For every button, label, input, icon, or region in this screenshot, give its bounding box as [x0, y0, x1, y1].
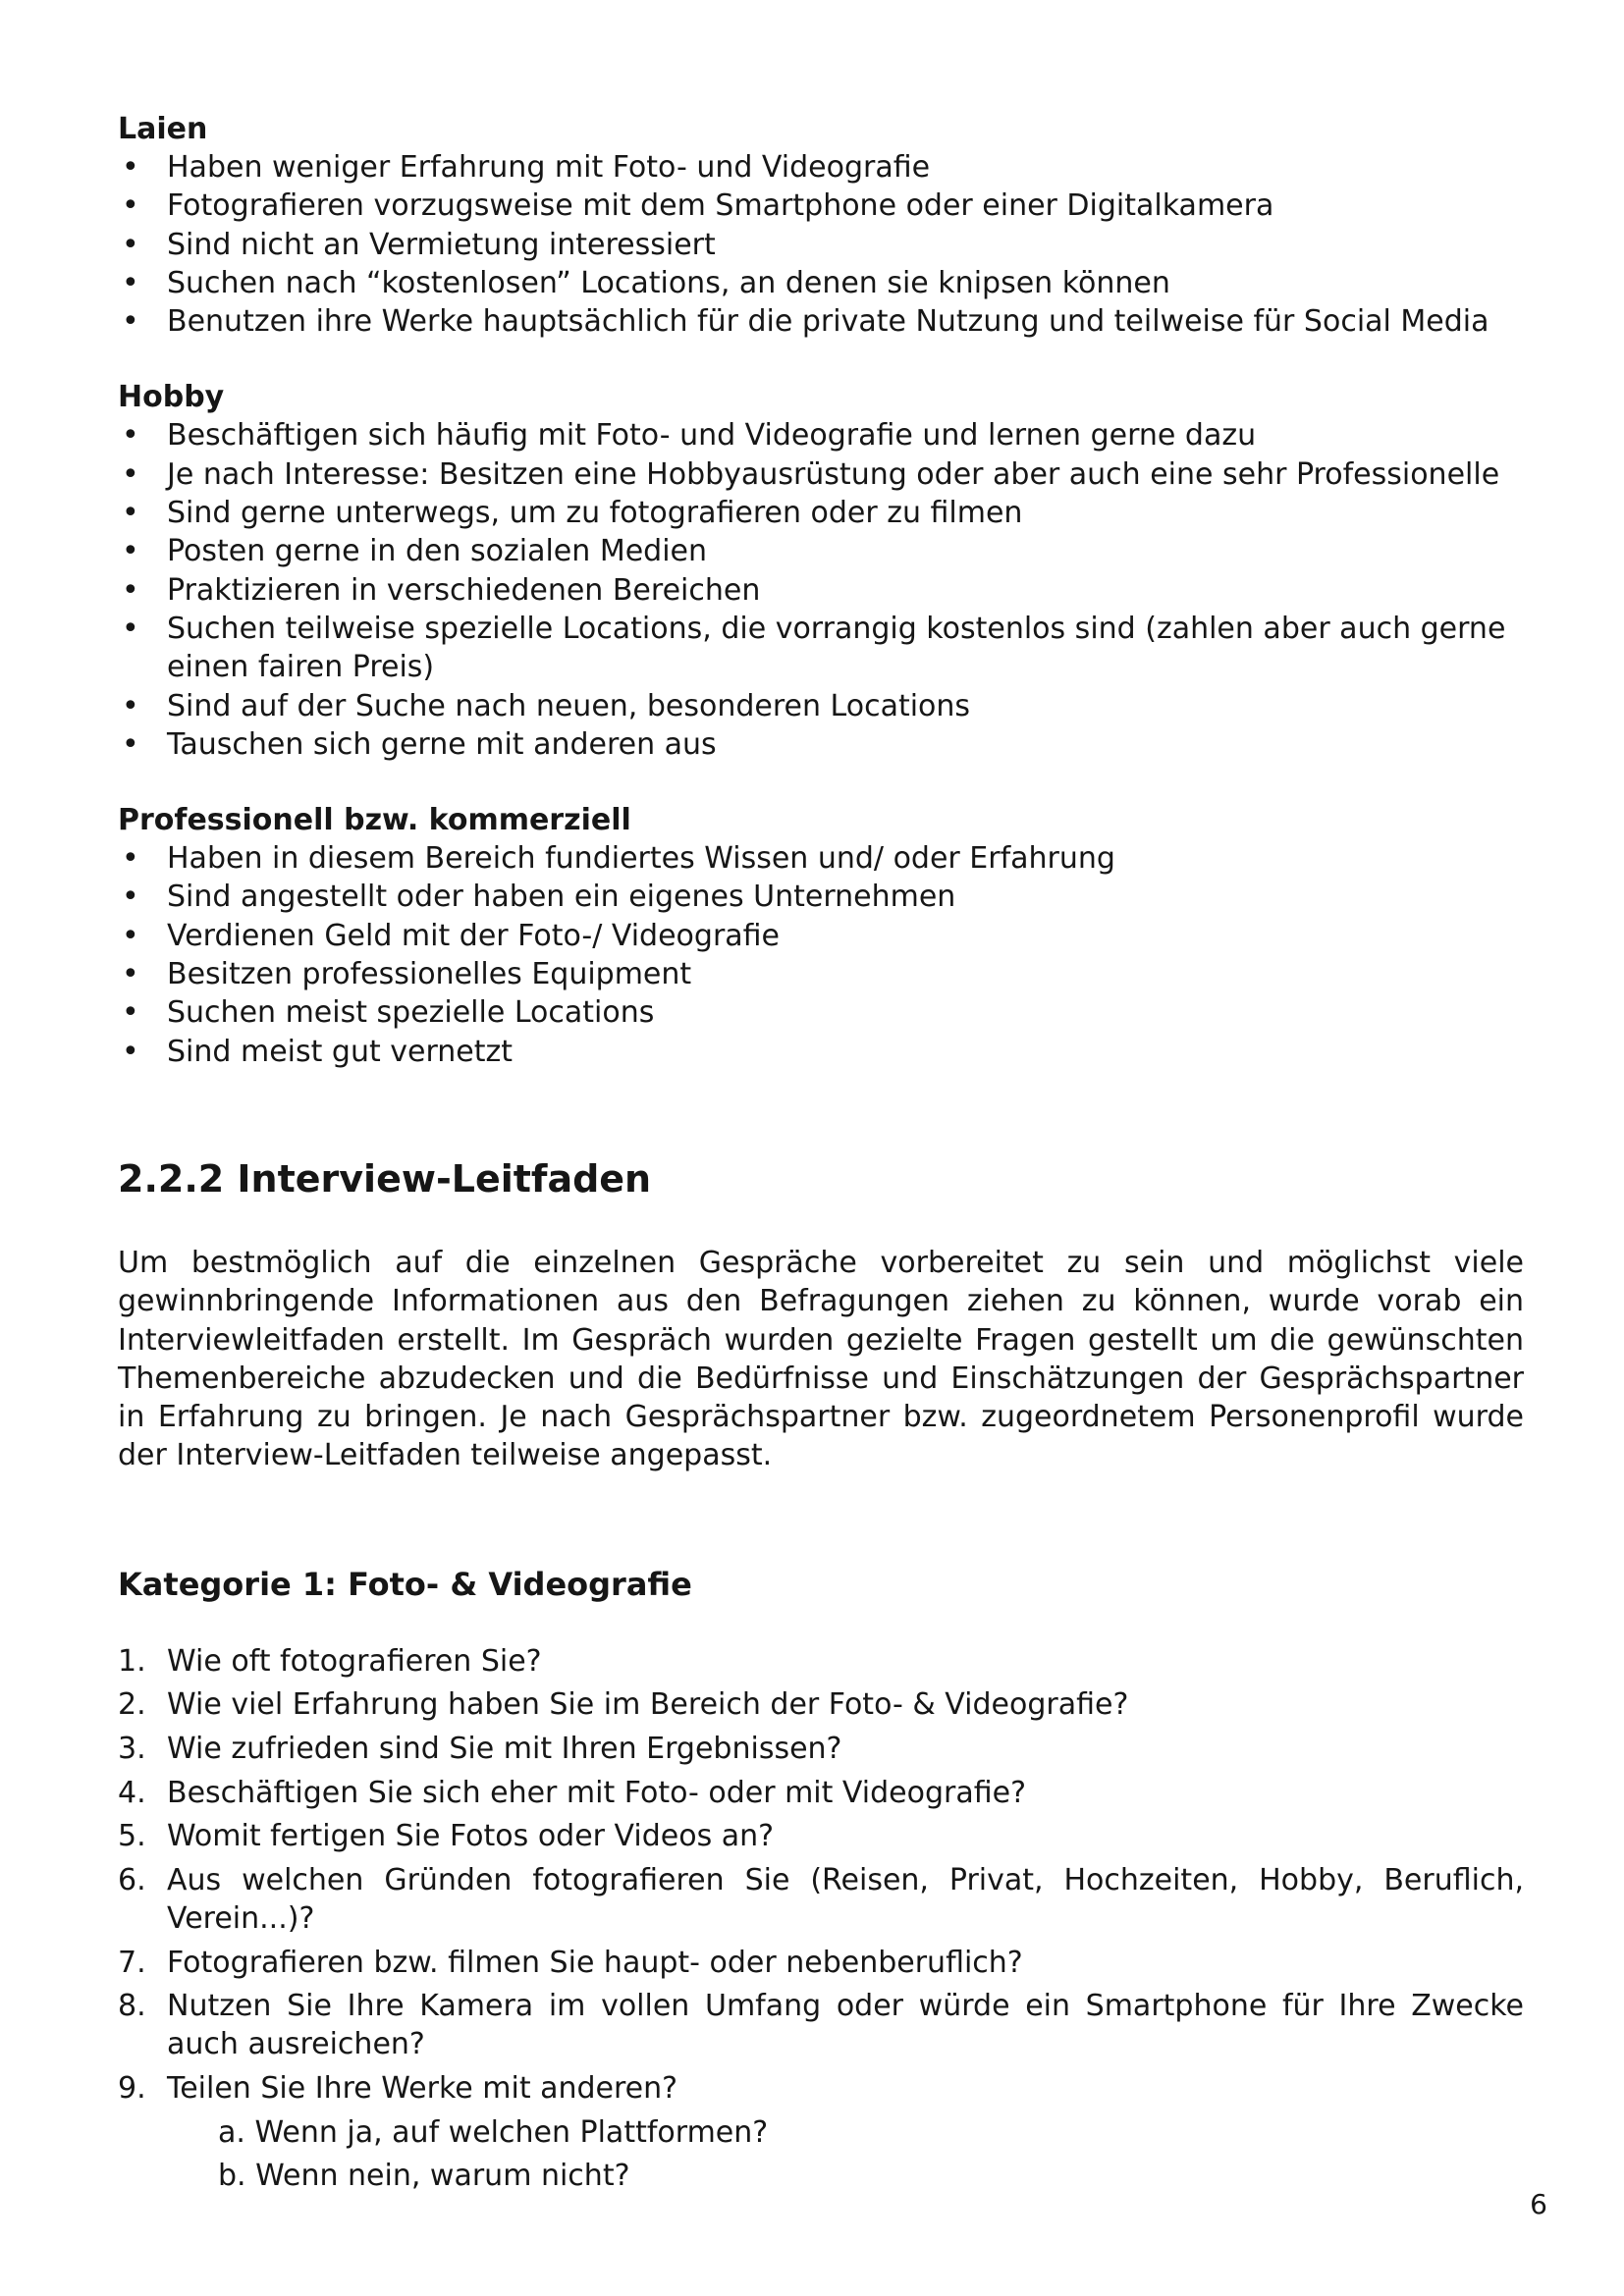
list-item	[118, 917, 1524, 955]
list-item	[118, 148, 1524, 187]
question-number: 2.	[118, 1687, 146, 1723]
question-item	[118, 1987, 1524, 2064]
question-number: 8.	[118, 1989, 146, 2024]
bullet-list	[118, 839, 1524, 1071]
sub-question-list	[118, 2113, 1524, 2196]
question-text: Wie viel Erfahrung haben Sie im Bereich der Foto- & Videografie?	[167, 1687, 1129, 1723]
question-text: Nutzen Sie Ihre Kamera im vollen Umfang oder würde ein Smartphone für Ihre Zwecke auch ausreichen?	[167, 1989, 1524, 2062]
question-text: Teilen Sie Ihre Werke mit anderen?	[167, 2071, 678, 2107]
list-item	[118, 302, 1524, 341]
list-item	[118, 1033, 1524, 1071]
bullet-icon: •	[122, 611, 139, 646]
list-item-text: Haben weniger Erfahrung mit Foto- und Videografie	[167, 150, 931, 185]
list-item-text: Fotografieren vorzugsweise mit dem Smartphone oder einer Digitalkamera	[167, 188, 1274, 224]
bullet-icon: •	[122, 227, 139, 262]
bullet-icon: •	[122, 304, 139, 340]
question-item	[118, 1685, 1524, 1724]
list-item-text: Sind angestellt oder haben ein eigenes Unternehmen	[167, 880, 956, 915]
question-text: Aus welchen Gründen fotografieren Sie (Reisen, Privat, Hochzeiten, Hobby, Beruflich, Verein...)?	[167, 1862, 1524, 1936]
bullet-icon: •	[122, 496, 139, 531]
question-list	[118, 1642, 1524, 2109]
list-item	[118, 610, 1524, 687]
question-text: Womit fertigen Sie Fotos oder Videos an?	[167, 1819, 775, 1854]
question-number: 7.	[118, 1945, 146, 1980]
list-item	[118, 264, 1524, 302]
bullet-icon: •	[122, 1034, 139, 1069]
list-item	[118, 839, 1524, 878]
profile-group-laien	[118, 110, 1524, 341]
bullet-icon: •	[122, 456, 139, 492]
question-number: 3.	[118, 1731, 146, 1766]
question-text: Wie oft fotografieren Sie?	[167, 1643, 542, 1679]
page-number: 6	[1530, 2188, 1547, 2220]
sub-question-item: a. Wenn ja, auf welchen Plattformen?	[218, 2114, 769, 2150]
section-paragraph: Um bestmöglich auf die einzelnen Gespräche vorbereitet zu sein und möglichst viele gewinnbringende Informationen aus den Befragungen ziehen zu können, wurde vorab ein Interviewleitfaden erstellt. Im Gespräch wurden gezielte Fragen gestellt um die gewünschten Themenbereiche abzudecken und die Bedürfnisse und Einschätzungen der Gesprächspartner in Erfahrung zu bringen. Je nach Gesprächspartner bzw. zugeordnetem Personenprofil wurde der Interview-Leitfaden teilweise angepasst.	[118, 1245, 1524, 1473]
list-item	[118, 878, 1524, 916]
question-text: Wie zufrieden sind Sie mit Ihren Ergebnissen?	[167, 1731, 842, 1766]
list-item	[118, 226, 1524, 264]
list-item	[118, 687, 1524, 725]
question-number: 9.	[118, 2071, 146, 2107]
question-item	[118, 2069, 1524, 2108]
list-item-text: Praktizieren in verschiedenen Bereichen	[167, 572, 761, 608]
list-item-text: Haben in diesem Bereich fundiertes Wissen und/ oder Erfahrung	[167, 841, 1115, 877]
bullet-icon: •	[122, 688, 139, 723]
bullet-icon: •	[122, 534, 139, 569]
bullet-icon: •	[122, 918, 139, 953]
group-title: Professionell bzw. kommerziell	[118, 803, 631, 838]
list-item	[118, 532, 1524, 570]
question-item	[118, 1861, 1524, 1939]
bullet-icon: •	[122, 841, 139, 877]
list-item-text: Sind auf der Suche nach neuen, besonderen Locations	[167, 688, 971, 723]
section-heading: 2.2.2 Interview-Leitfaden	[118, 1156, 652, 1201]
bullet-icon: •	[122, 995, 139, 1031]
question-item	[118, 1642, 1524, 1681]
list-item-text: Beschäftigen sich häufig mit Foto- und Videografie und lernen gerne dazu	[167, 418, 1257, 454]
list-item	[118, 494, 1524, 532]
sub-question-item: b. Wenn nein, warum nicht?	[218, 2159, 630, 2194]
list-item-text: Sind gerne unterwegs, um zu fotografieren oder zu filmen	[167, 496, 1023, 531]
list-item-text: Sind nicht an Vermietung interessiert	[167, 227, 716, 262]
list-item-text: Besitzen professionelles Equipment	[167, 957, 692, 992]
question-number: 5.	[118, 1819, 146, 1854]
list-item-text: Suchen teilweise spezielle Locations, die vorrangig kostenlos sind (zahlen aber auch gerne einen fairen Preis)	[167, 611, 1506, 685]
profile-group-professionell	[118, 801, 1524, 1071]
bullet-list	[118, 148, 1524, 341]
question-item	[118, 1730, 1524, 1768]
list-item-text: Posten gerne in den sozialen Medien	[167, 534, 708, 569]
list-item-text: Tauschen sich gerne mit anderen aus	[167, 726, 717, 762]
profile-group-hobby	[118, 378, 1524, 764]
list-item-text: Benutzen ihre Werke hauptsächlich für die private Nutzung und teilweise für Social Media	[167, 304, 1489, 340]
bullet-list	[118, 416, 1524, 764]
list-item	[118, 993, 1524, 1032]
question-number: 6.	[118, 1862, 146, 1897]
category-heading: Kategorie 1: Foto- & Videografie	[118, 1565, 692, 1603]
question-item	[118, 1944, 1524, 1982]
group-title: Hobby	[118, 380, 225, 415]
question-item	[118, 1817, 1524, 1855]
list-item-text: Suchen nach “kostenlosen” Locations, an denen sie knipsen können	[167, 265, 1170, 300]
group-title: Laien	[118, 112, 208, 146]
bullet-icon: •	[122, 726, 139, 762]
bullet-icon: •	[122, 418, 139, 454]
question-text: Fotografieren bzw. filmen Sie haupt- oder nebenberuflich?	[167, 1945, 1023, 1980]
question-number: 4.	[118, 1775, 146, 1810]
list-item	[118, 955, 1524, 993]
list-item-text: Sind meist gut vernetzt	[167, 1034, 514, 1069]
list-item	[118, 455, 1524, 494]
question-item	[118, 1774, 1524, 1812]
question-text: Beschäftigen Sie sich eher mit Foto- oder mit Videografie?	[167, 1775, 1027, 1810]
list-item-text: Suchen meist spezielle Locations	[167, 995, 655, 1031]
bullet-icon: •	[122, 265, 139, 300]
bullet-icon: •	[122, 572, 139, 608]
bullet-icon: •	[122, 150, 139, 185]
bullet-icon: •	[122, 188, 139, 224]
question-number: 1.	[118, 1643, 146, 1679]
list-item-text: Je nach Interesse: Besitzen eine Hobbyausrüstung oder aber auch eine sehr Professionelle	[167, 456, 1500, 492]
list-item	[118, 571, 1524, 610]
bullet-icon: •	[122, 880, 139, 915]
list-item	[118, 187, 1524, 225]
list-item	[118, 416, 1524, 454]
page-content	[118, 110, 1524, 2196]
list-item	[118, 725, 1524, 764]
bullet-icon: •	[122, 957, 139, 992]
list-item-text: Verdienen Geld mit der Foto-/ Videografie	[167, 918, 781, 953]
